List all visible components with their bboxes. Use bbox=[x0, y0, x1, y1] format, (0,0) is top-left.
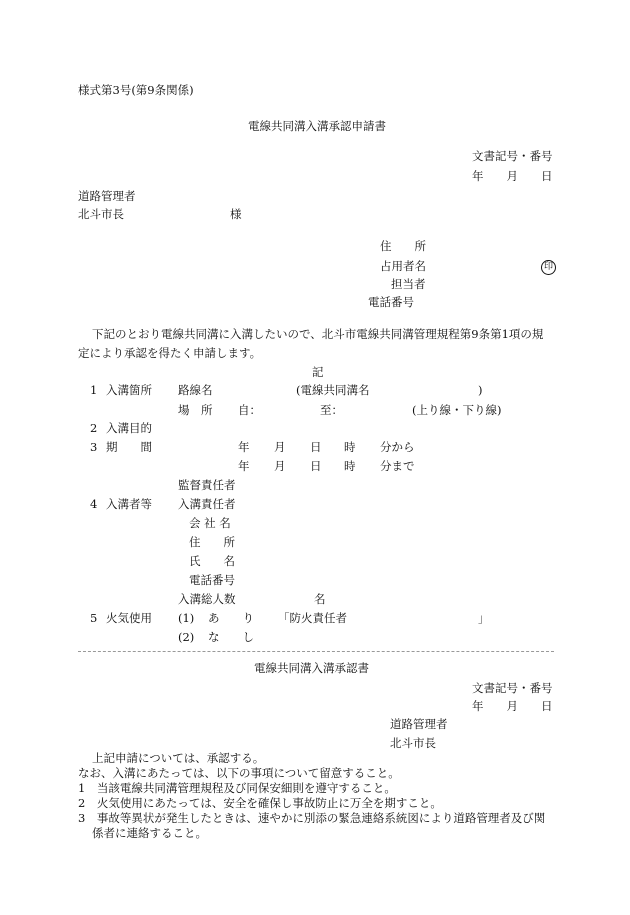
total-persons-label: 入溝総人数 bbox=[178, 592, 236, 606]
fire-option2-number: (2) bbox=[178, 630, 195, 644]
phone-number-label: 電話番号 bbox=[368, 295, 414, 309]
worker-phone-label: 電話番号 bbox=[189, 573, 235, 587]
seal-text: 印 bbox=[541, 260, 556, 275]
company-name-label: 会 社 名 bbox=[189, 516, 231, 530]
period1-hour: 時 bbox=[344, 440, 356, 454]
form-number: 様式第3号(第9条関係) bbox=[78, 83, 194, 97]
period1-month: 月 bbox=[274, 440, 286, 454]
body-text-line1: 下記のとおり電線共同溝に入溝したいので、北斗市電線共同溝管理規程第9条第1項の規 bbox=[92, 327, 544, 341]
period2-minute: 分まで bbox=[380, 459, 415, 473]
item3-number: 3 bbox=[90, 440, 98, 454]
route-name-label: 路線名 bbox=[178, 383, 213, 397]
item5-number: 5 bbox=[90, 611, 98, 625]
direction-label: (上り線・下り線) bbox=[412, 403, 502, 417]
period1-year: 年 bbox=[238, 440, 250, 454]
note-3-line1: 3 事故等異状が発生したときは、速やかに別添の緊急連絡系統図により道路管理者及び関 bbox=[78, 811, 546, 825]
addressee-name: 北斗市長 bbox=[78, 207, 124, 221]
period1-day: 日 bbox=[310, 440, 322, 454]
route-paren-close: ) bbox=[478, 383, 483, 397]
worker-name-label: 氏 名 bbox=[189, 554, 235, 568]
item3-label: 期 間 bbox=[106, 440, 152, 454]
worker-address-label: 住 所 bbox=[189, 535, 235, 549]
applicant-address-label: 住 所 bbox=[380, 239, 426, 253]
addressee-title: 道路管理者 bbox=[78, 189, 136, 203]
approval-doc-number: 文書記号・番号 bbox=[472, 681, 553, 695]
contact-person-label: 担当者 bbox=[391, 277, 426, 291]
seal-mark bbox=[541, 259, 556, 275]
period2-day: 日 bbox=[310, 459, 322, 473]
supervisor-label: 監督責任者 bbox=[178, 478, 236, 492]
route-paren: (電線共同溝名 bbox=[296, 383, 370, 397]
approval-line2: なお、入溝にあたっては、以下の事項について留意すること。 bbox=[78, 766, 400, 780]
item1-label: 入溝箇所 bbox=[106, 383, 152, 397]
issuer-name: 北斗市長 bbox=[390, 736, 436, 750]
application-title: 電線共同溝入溝承認申請書 bbox=[248, 119, 386, 133]
item4-label: 入溝者等 bbox=[106, 497, 152, 511]
fire-manager-bracket-close: 」 bbox=[478, 611, 490, 625]
occupant-name-label: 占用者名 bbox=[380, 259, 426, 273]
fire-manager-bracket: 「防火責任者 bbox=[278, 611, 347, 625]
date-field: 年 月 日 bbox=[472, 169, 553, 183]
item5-label: 火気使用 bbox=[106, 611, 152, 625]
period2-hour: 時 bbox=[344, 459, 356, 473]
period2-year: 年 bbox=[238, 459, 250, 473]
fire-option1-number: (1) bbox=[178, 611, 195, 625]
from-label: 自： bbox=[238, 403, 261, 417]
fire-option2-label: な し bbox=[208, 630, 254, 644]
fire-option1-label: あ り bbox=[208, 611, 254, 625]
note-2: 2 火気使用にあたっては、安全を確保し事故防止に万全を期すこと。 bbox=[78, 796, 442, 810]
note-3-line2: 係者に連絡すること。 bbox=[92, 826, 207, 840]
approval-line1: 上記申請については、承認する。 bbox=[92, 751, 265, 765]
note-1: 1 当該電線共同溝管理規程及び同保安細則を遵守すること。 bbox=[78, 781, 396, 795]
approval-title: 電線共同溝入溝承認書 bbox=[254, 661, 369, 675]
persons-unit: 名 bbox=[314, 592, 326, 606]
item4-number: 4 bbox=[90, 497, 98, 511]
ki-heading: 記 bbox=[312, 365, 324, 379]
item2-label: 入溝目的 bbox=[106, 421, 152, 435]
approval-date: 年 月 日 bbox=[472, 699, 553, 713]
period2-month: 月 bbox=[274, 459, 286, 473]
period1-minute: 分から bbox=[380, 440, 415, 454]
section-divider bbox=[78, 651, 554, 652]
place-label: 場 所 bbox=[178, 403, 213, 417]
body-text-line2: 定により承認を得たく申請します。 bbox=[78, 346, 262, 360]
issuer-title: 道路管理者 bbox=[390, 717, 448, 731]
item2-number: 2 bbox=[90, 421, 98, 435]
doc-number-label: 文書記号・番号 bbox=[472, 149, 553, 163]
honorific: 様 bbox=[230, 207, 242, 221]
entry-responsible-label: 入溝責任者 bbox=[178, 497, 236, 511]
item1-number: 1 bbox=[90, 383, 98, 397]
to-label: 至： bbox=[320, 403, 343, 417]
